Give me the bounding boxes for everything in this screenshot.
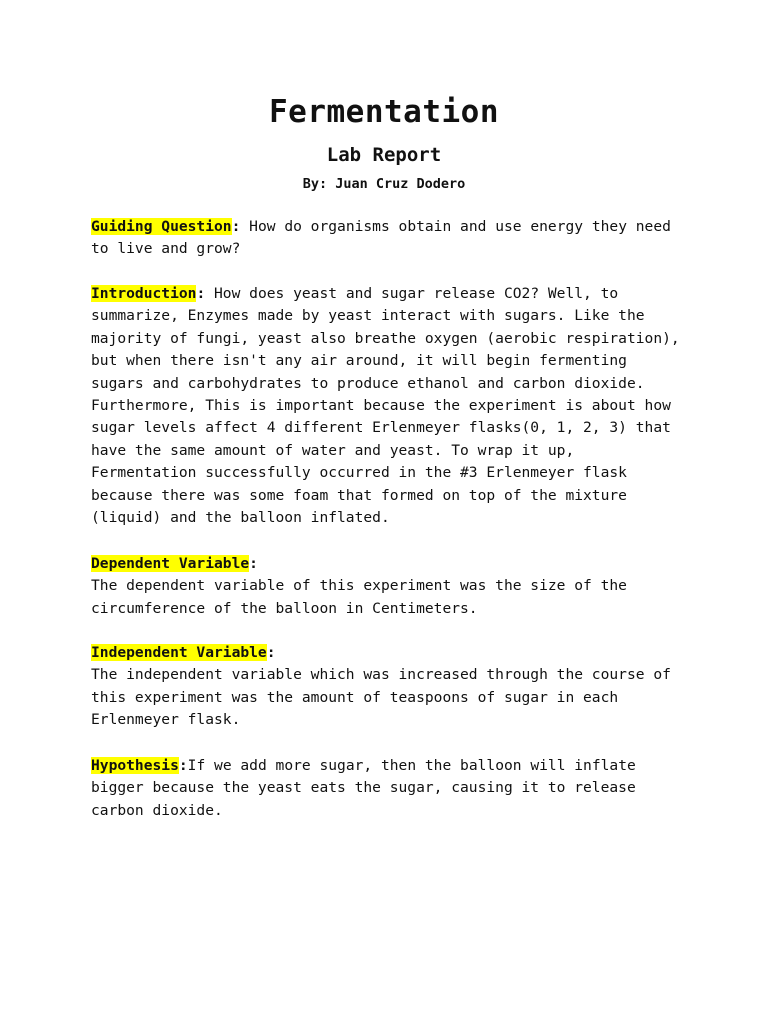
introduction-section [91,283,681,529]
dependent-variable-section [91,553,681,620]
guiding-question-text: How do organisms obtain and use energy they need to live and grow? [91,218,671,258]
guiding-question-label: Guiding Question [91,218,232,235]
independent-variable-label: Independent Variable [91,644,267,661]
guiding-question-colon: : [231,218,241,235]
independent-variable-colon: : [266,644,276,661]
author-byline: By: Juan Cruz Dodero [302,176,466,192]
hypothesis-section [91,755,681,822]
dependent-variable-colon: : [249,555,258,572]
independent-variable-section [91,642,681,732]
guiding-question-section [91,216,681,261]
dependent-variable-text: The dependent variable of this experiment was the size of the circumference of the balloon in Centimeters. [91,577,627,617]
hypothesis-label: Hypothesis [91,757,179,774]
hypothesis-colon: : [178,757,188,774]
document-subtitle: Lab Report [326,144,442,166]
introduction-colon: : [196,285,206,302]
introduction-text: How does yeast and sugar release CO2? Well, to summarize, Enzymes made by yeast interact with sugars. Like the majority of fungi, yeast also breathe oxygen (aerobic respiration), but when there isn't any air around, it will begin fermenting sugars and carbohydrates to produce ethanol and carbon dioxide. Furthermore, This is important because the experiment is about how sugar levels affect 4 different Erlenmeyer flasks(0, 1, 2, 3) that have the same amount of water and yeast. To wrap it up, Fermentation successfully occurred in the #3 Erlenmeyer flask because there was some foam that formed on top of the mixture (liquid) and the balloon inflated. [91,285,680,527]
document-title: Fermentation [269,94,499,130]
introduction-label: Introduction [91,285,197,302]
independent-variable-text: The independent variable which was increased through the course of this experiment was the amount of teaspoons of sugar in each Erlenmeyer flask. [91,666,671,729]
dependent-variable-label: Dependent Variable [91,555,250,572]
hypothesis-text: If we add more sugar, then the balloon will inflate bigger because the yeast eats the sugar, causing it to release carbon dioxide. [91,757,636,819]
